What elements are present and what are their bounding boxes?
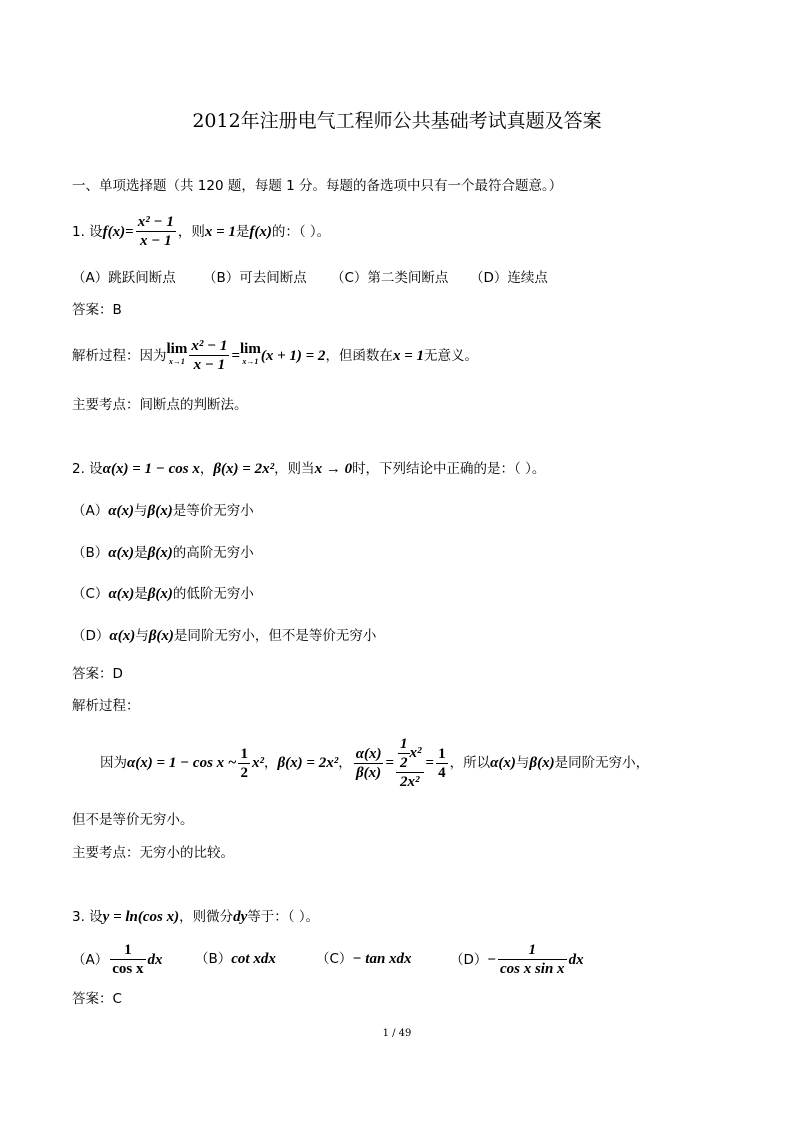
- q1-keypoint: 主要考点：间断点的判断法。: [72, 397, 248, 413]
- q3-option-c: （C） − tan xdx: [316, 951, 412, 967]
- q1-option-a: （A）跳跃间断点: [72, 270, 176, 286]
- page-title: 2012年注册电气工程师公共基础考试真题及答案: [192, 110, 602, 132]
- q3-stem: 3. 设 y = ln(cos x) ，则微分 dy 等于：（ ）。: [72, 909, 320, 925]
- q2-option-d: （D） α(x) 与 β(x) 是同阶无穷小，但不是等价无穷小: [72, 628, 377, 644]
- section-heading: 一、单项选择题（共 120 题，每题 1 分。每题的备选项中只有一个最符合题意。）: [72, 178, 563, 194]
- q2-analysis-line2: 但不是等价无穷小。: [72, 812, 194, 828]
- page-number: 1 / 49: [382, 1028, 412, 1039]
- q2-answer: 答案：D: [72, 666, 123, 682]
- q3-answer: 答案：C: [72, 991, 122, 1007]
- q2-option-b: （B） α(x) 是 β(x) 的高阶无穷小: [72, 545, 254, 561]
- q1-stem: 1. 设 f(x) = $\frac{\text{x² − 1}}{x - 1}$ ，则 x = 1 是 f(x) 的：（ ）。: [72, 214, 331, 249]
- q3-option-d: （D） − $\frac{1}{\text{cos x sin x}}$ dx: [450, 942, 584, 977]
- q1-analysis: 解析过程：因为 lim x→1 $\frac{\text{x² − 1}}{x - 1}$ = lim x→1 (x + 1) = 2 ，但函数在 x = 1 无意义。: [72, 338, 478, 373]
- q1-option-c: （C）第二类间断点: [331, 270, 449, 286]
- q2-analysis-label: 解析过程：: [72, 698, 140, 714]
- q2-option-a: （A） α(x) 与 β(x) 是等价无穷小: [72, 503, 254, 519]
- q1-option-b: （B）可去间断点: [203, 270, 307, 286]
- q2-keypoint: 主要考点：无穷小的比较。: [72, 845, 234, 861]
- q1-option-d: （D）连续点: [470, 270, 548, 286]
- q2-stem: 2. 设 α(x) = 1 − cos x ， β(x) = 2x² ，则当 x → 0 时，下列结论中正确的是：（ ）。: [72, 461, 546, 477]
- q3-option-b: （B） cot xdx: [195, 951, 276, 967]
- q2-analysis: 因为 α(x) = 1 − cos x ~ $\frac{1}{2}$ x² ， β(x) = 2x² ， $\frac{\alpha(x)}{\beta(x)}$ = $\frac{1}{2}$ x² 2x² = $\frac{1}{4}$ ，所以 α(x) 与 β(x) 是同阶无穷小，: [100, 736, 650, 790]
- q2-option-c: （C） α(x) 是 β(x) 的低阶无穷小: [72, 586, 254, 602]
- q3-option-a: （A） $\frac{1}{\text{cos x}}$ dx: [72, 942, 163, 977]
- q1-answer: 答案：B: [72, 302, 122, 318]
